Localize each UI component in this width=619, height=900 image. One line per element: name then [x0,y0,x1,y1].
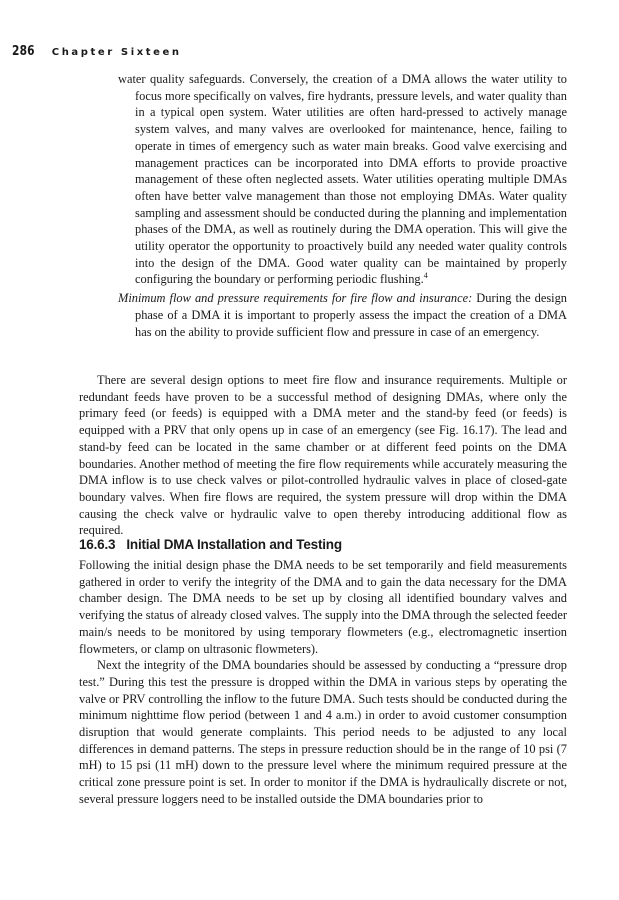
list-block [118,71,567,340]
footnote-marker: 4 [423,271,428,281]
list-item-text: During the design phase of a DMA it is important to properly assess the impact the creation of a DMA has on the ability to provide sufficient flow and pressure in case of an emergency. [135,291,567,339]
section-body [79,557,567,808]
section-heading [79,537,342,552]
list-item-fire-flow [118,290,567,340]
paragraph-fire-flow-options: There are several design options to meet fire flow and insurance requirements. Multiple or redundant feeds have proven to be a successful method of designing DMAs, where only the primary feed (or feeds) is equipped with a DMA meter and the stand-by feed (or feeds) is equipped with a PRV that only opens up in case of an emergency (see Fig. 16.17). The lead and stand-by feed can be located in the same chamber or at different feed points on the DMA boundaries. Another method of meeting the fire flow requirements while accurately measuring the DMA inflow is to use check valves or pilot-controlled hydraulic valves in place of closed-gate boundary valves. When fire flows are required, the system pressure will drop within the DMA causing the check valve or hydraulic valve to open thereby introducing additional flow as required. [79,373,567,538]
chapter-label: Chapter Sixteen [51,47,182,58]
page-number: 286 [12,44,35,59]
section-number: 16.6.3 [79,537,116,552]
section-title: Initial DMA Installation and Testing [126,537,342,552]
list-item-lead: Minimum flow and pressure requirements for fire flow and insurance: [118,291,473,306]
running-header [12,44,182,59]
body-text [79,372,567,539]
paragraph-pressure-drop-test: Next the integrity of the DMA boundaries should be assessed by conducting a “pressure drop test.” During this test the pressure is dropped within the DMA in various steps by operating the valve or PRV controlling the inflow to the future DMA. Such tests should be conducted during the minimum nighttime flow period (between 1 and 4 a.m.) in order to avoid customer consumption disruption that would generate complaints. This period needs to be adjusted to any local differences in demand patterns. The steps in pressure reduction should be in the range of 10 psi (7 mH) to 15 psi (11 mH) down to the pressure level where the minimum required pressure at the critical zone pressure point is set. In order to monitor if the DMA is hydraulically discrete or not, several pressure loggers need to be installed outside the DMA boundaries prior to [79,658,567,806]
list-item-water-quality [118,71,567,288]
list-item-text: water quality safeguards. Conversely, the creation of a DMA allows the water utility to focus more specifically on valves, fire hydrants, pressure levels, and water quality than in a typical open system. Water utilities are often hard-pressed to actively manage system valves, and many valves are overlooked for maintenance, hence, failing to operate in times of emergency such as water main breaks. Good valve exercising and management practices can be incorporated into DMA efforts to provide proactive management of these often neglected assets. Water utilities operating multiple DMAs often have better valve management than those not employing DMAs. Water quality sampling and assessment should be conducted during the planning and implementation phases of the DMA, as well as routinely during the DMA operation. This will give the utility operator the opportunity to proactively build any needed water quality controls into the design of the DMA. Good water quality can be maintained by properly configuring the boundary or performing periodic flushing. [118,72,567,287]
paragraph-initial-setup: Following the initial design phase the DMA needs to be set temporarily and field measurements gathered in order to verify the integrity of the DMA and to gain the data necessary for the DMA chamber design. The DMA needs to be set up by closing all identified boundary valves and verifying the status of already closed valves. The supply into the DMA through the selected feeder main/s needs to be monitored by using temporary flowmeters (e.g., electromagnetic insertion flowmeters, or clamp on ultrasonic flowmeters). [79,558,567,656]
